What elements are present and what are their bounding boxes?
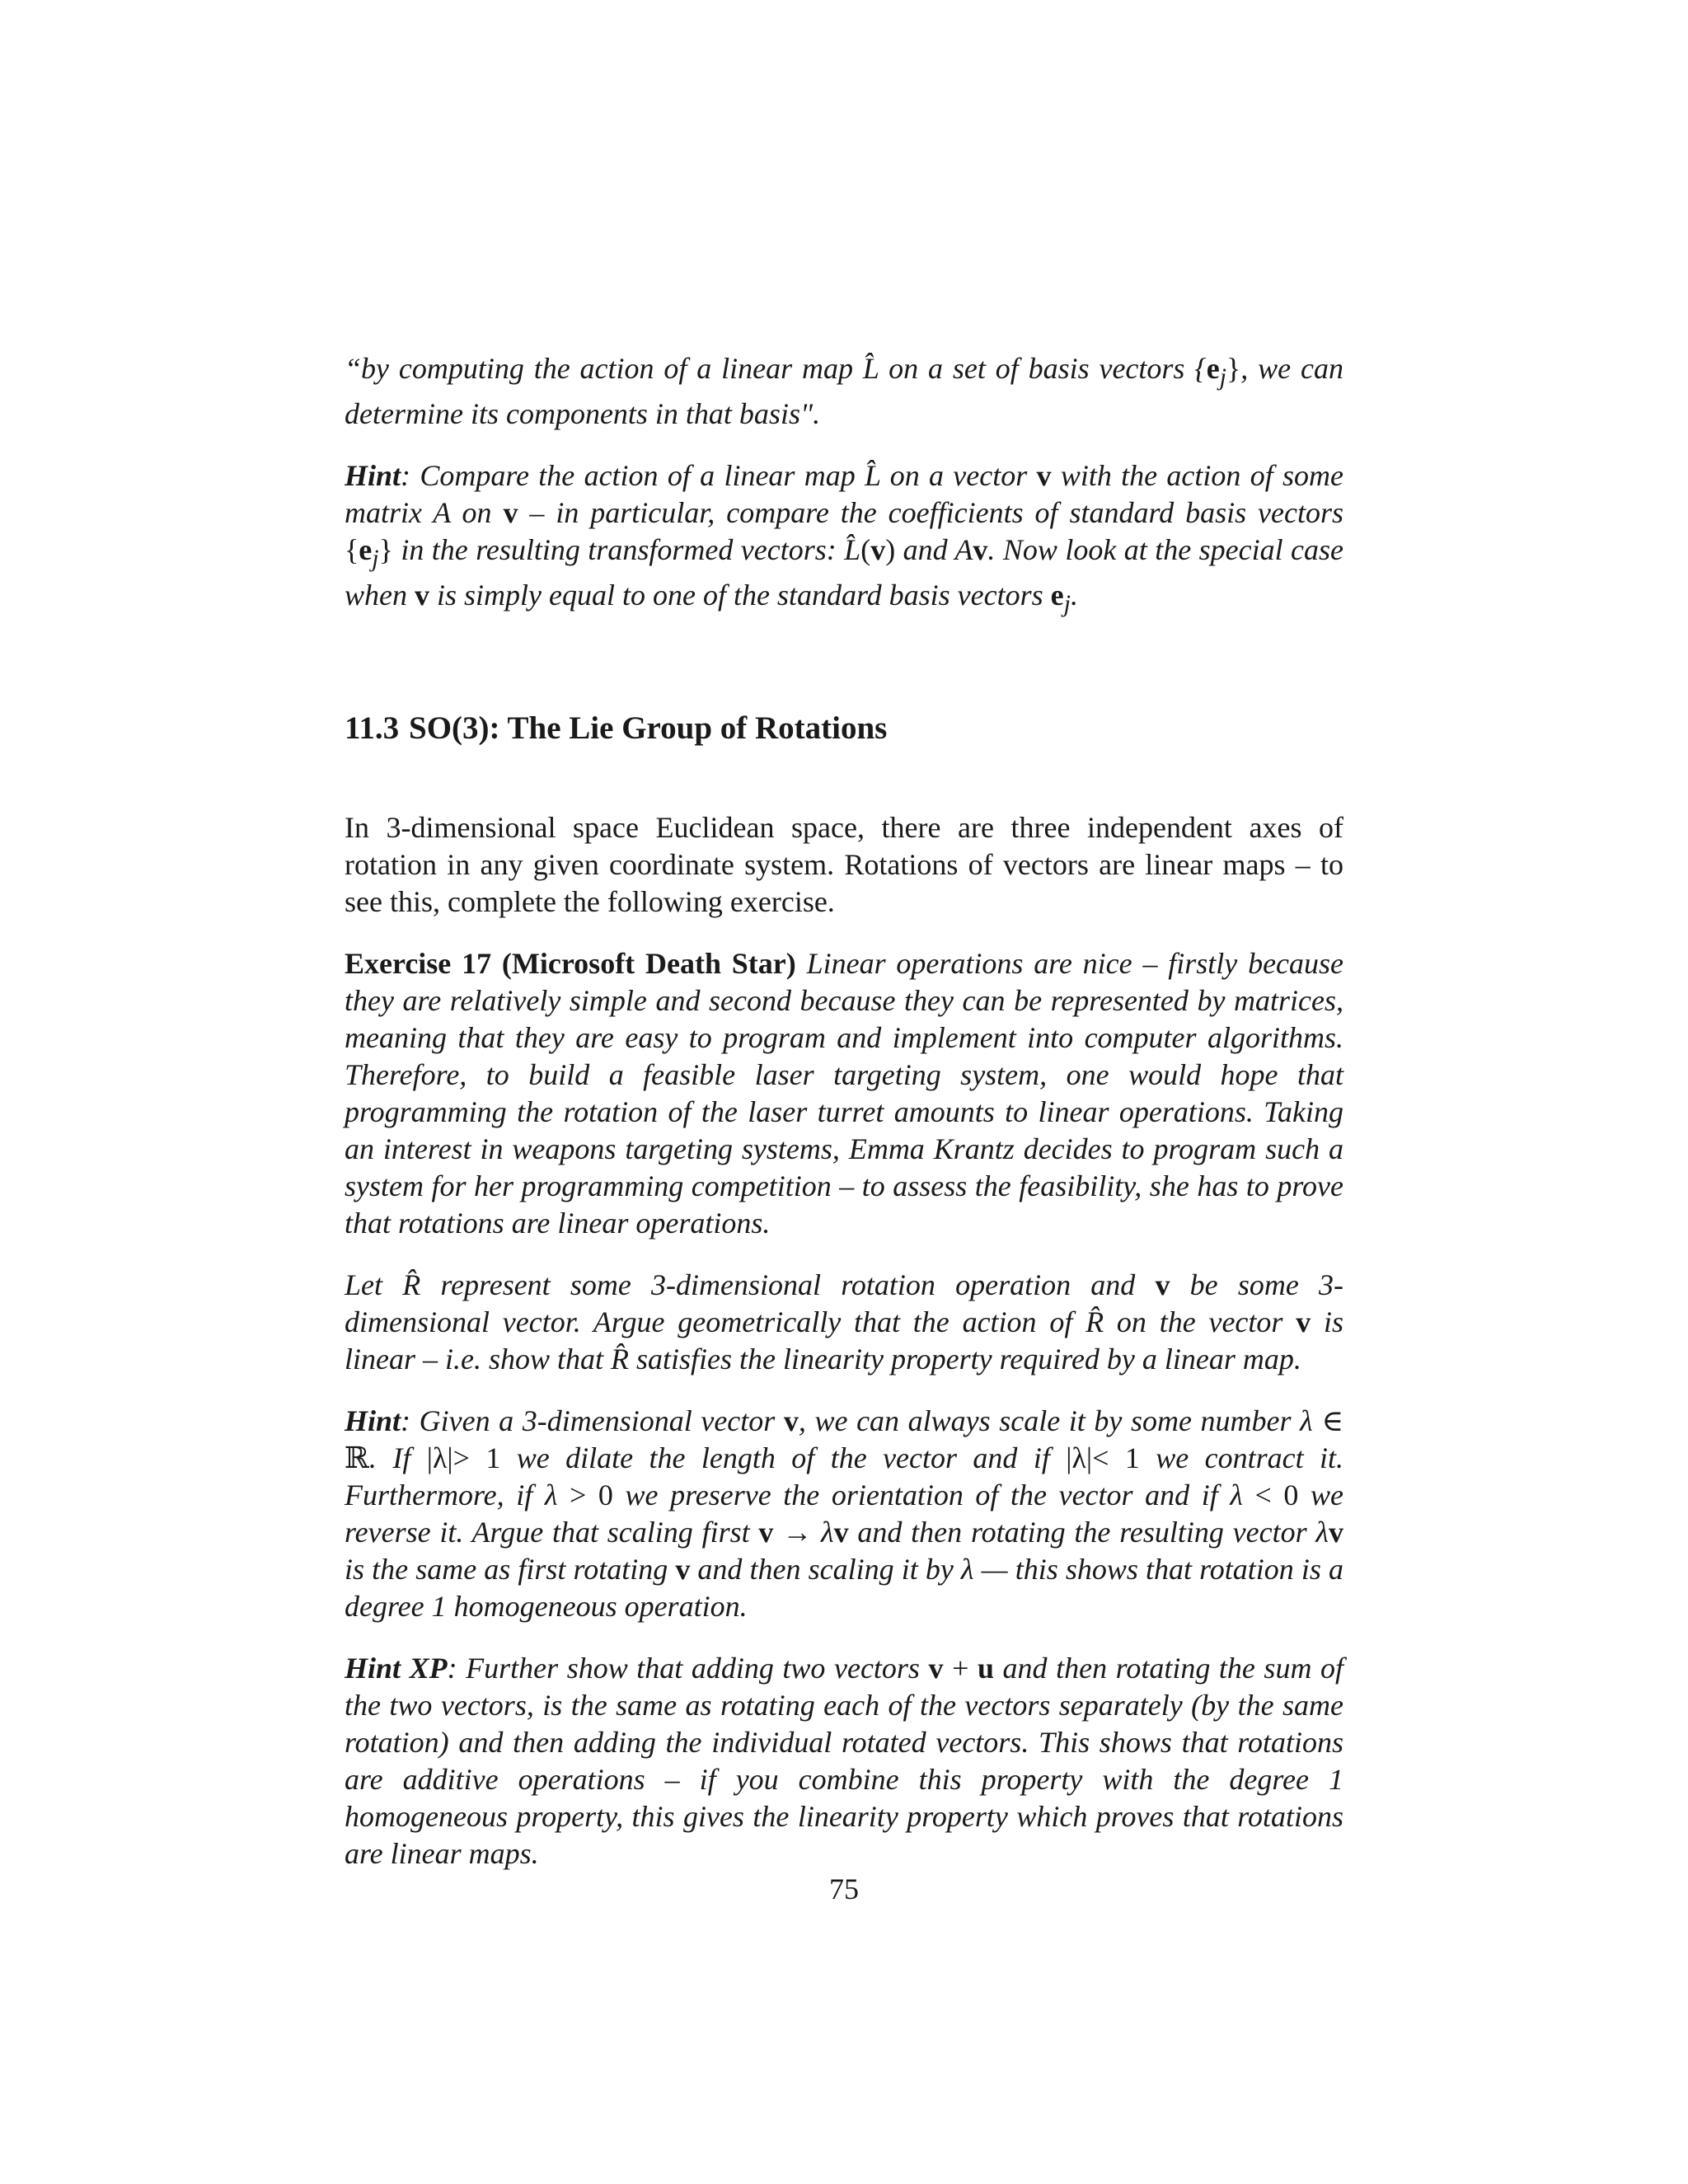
exercise-paragraph: [345, 945, 1343, 1242]
math-brace: }: [1226, 352, 1241, 385]
hint-colon: :: [447, 1651, 457, 1685]
hint-paragraph-3: [345, 1650, 1343, 1872]
rotation-text: represent some 3-dimensional rotation operation and: [420, 1268, 1156, 1301]
math-v: v: [1155, 1268, 1170, 1301]
hint-text: with the action of some matrix: [345, 459, 1343, 530]
math-abs-lambda: |λ|: [426, 1441, 453, 1474]
math-arrow: →: [773, 1515, 821, 1549]
math-lt-zero: < 0: [1242, 1478, 1299, 1511]
math-reals: ℝ: [345, 1441, 369, 1474]
math-lambda: λ: [544, 1478, 558, 1511]
hint-text: on a vector: [880, 459, 1037, 493]
section-title: SO(3): The Lie Group of Rotations: [409, 710, 888, 746]
math-v: v: [1296, 1305, 1311, 1338]
rotation-text: is linear – i.e. show that: [345, 1305, 1343, 1376]
rotation-text: be some 3-dimensional vector. Argue geometrically that the action of: [345, 1268, 1344, 1338]
quote-text: on a set of basis vectors {: [879, 352, 1207, 385]
math-paren: (: [860, 533, 871, 567]
math-e: e: [1206, 352, 1220, 385]
math-R-hat: R̂: [1085, 1305, 1104, 1338]
hint-text: in the resulting transformed vectors:: [392, 533, 845, 567]
math-A: A: [954, 533, 973, 567]
hint-text: and then rotating the sum of the two vectors, is the same as rotating each of the vectors separately (by the same rotation) and then adding the individual rotated vectors. This shows that rotations are additive operations – if you combine this property with the degree 1 homogeneous property, this gives the linearity property which proves that rotations are linear maps.: [345, 1651, 1343, 1870]
hint-text: Compare the action of a linear map: [410, 459, 865, 493]
math-lambda: λ: [960, 1552, 974, 1586]
hint-colon: :: [401, 1404, 411, 1437]
section-number: 11.3: [345, 710, 400, 746]
hint-label: Hint XP: [345, 1651, 448, 1685]
rotation-text: on the vector: [1104, 1305, 1296, 1338]
math-lambda: λ: [1300, 1404, 1313, 1437]
math-v: v: [870, 533, 886, 567]
math-L-hat: L̂: [844, 533, 861, 567]
math-gt-zero: > 0: [557, 1478, 613, 1511]
math-v: v: [1329, 1515, 1344, 1549]
page-body: [345, 350, 1343, 1897]
math-v: v: [675, 1552, 691, 1586]
hint-text: we preserve the orientation of the vector and if: [612, 1478, 1231, 1511]
exercise-body: Linear operations are nice – firstly because they are relatively simple and second because they can be represented by matrices, meaning that they are easy to program and implement into computer algorithms. Therefore, to build a feasible laser targeting system, one would hope that programming the rotation of the laser turret amounts to linear operations. Taking an interest in weapons targeting systems, Emma Krantz decides to program such a system for her programming competition – to assess the feasibility, she has to prove that rotations are linear operations.: [345, 946, 1344, 1240]
math-v: v: [1036, 459, 1052, 493]
math-j: j: [372, 545, 379, 573]
math-in: ∈: [1312, 1404, 1343, 1437]
hint-text: – in particular, compare the coefficients of standard basis vectors: [518, 496, 1343, 530]
math-L-hat: L̂: [865, 459, 881, 493]
math-R-hat: R̂: [611, 1342, 629, 1376]
math-e: e: [359, 533, 373, 567]
hint-text: is the same as first rotating: [345, 1552, 676, 1586]
hint-text: . Now look at the special case when: [345, 533, 1343, 612]
math-paren: ): [885, 533, 896, 567]
hint-text: and: [895, 533, 955, 567]
intro-paragraph: In 3-dimensional space Euclidean space, there are three independent axes of rotation in any given coordinate system. Rotations of vectors are linear maps – to see this, complete the following exercise.: [345, 810, 1343, 918]
hint-text: we dilate the length of the vector and if: [500, 1441, 1067, 1474]
hint-label: Hint: [345, 1404, 401, 1437]
hint-text: we contract it. Furthermore, if: [345, 1441, 1344, 1511]
hint-text: Further show that adding two vectors: [457, 1651, 929, 1685]
math-v: v: [928, 1651, 944, 1685]
exercise-label: Exercise 17 (Microsoft Death Star): [345, 946, 796, 980]
hint-text: — this shows that rotation is a degree 1 homogeneous operation.: [345, 1552, 1343, 1623]
math-abs-lambda: |λ|: [1066, 1441, 1093, 1474]
rotation-text: satisfies the linearity property required by a linear map.: [629, 1342, 1301, 1376]
hint-text: , we can always scale it by some number: [798, 1404, 1301, 1437]
math-A: A: [433, 496, 451, 530]
quote-text: “by computing the action of a linear map: [345, 352, 863, 385]
math-v: v: [833, 1515, 849, 1549]
hint-text: on: [450, 496, 504, 530]
math-u: u: [977, 1651, 994, 1685]
math-gt-one: > 1: [452, 1441, 501, 1474]
math-brace: {: [345, 533, 359, 567]
hint-text: .: [1070, 579, 1078, 612]
math-j: j: [1219, 363, 1227, 391]
quote-text: , we can determine its components in that basis".: [345, 352, 1343, 431]
hint-text: and then rotating the resulting vector: [848, 1515, 1316, 1549]
math-lambda: λ: [821, 1515, 834, 1549]
hint-colon: :: [401, 459, 411, 493]
math-j: j: [1063, 590, 1071, 618]
math-lt-one: < 1: [1092, 1441, 1140, 1474]
math-v: v: [758, 1515, 774, 1549]
rotation-text: Let: [345, 1268, 403, 1301]
hint-text: we reverse it. Argue that scaling first: [345, 1478, 1343, 1549]
math-v: v: [415, 579, 429, 612]
quote-paragraph: [345, 350, 1343, 433]
section-heading: [345, 709, 1343, 748]
math-L-hat: L̂: [862, 352, 879, 385]
hint-label: Hint: [345, 459, 401, 493]
math-brace: }: [378, 533, 393, 567]
rotation-paragraph: [345, 1267, 1343, 1378]
math-v: v: [503, 496, 518, 530]
hint-paragraph-1: [345, 457, 1343, 622]
math-e: e: [1050, 579, 1064, 612]
hint-text: is simply equal to one of the standard basis vectors: [429, 579, 1051, 612]
math-lambda: λ: [1230, 1478, 1243, 1511]
hint-text: and then scaling it by: [690, 1552, 961, 1586]
hint-text: Given a 3-dimensional vector: [410, 1404, 784, 1437]
math-v: v: [973, 533, 988, 567]
page-number: 75: [829, 1872, 859, 1905]
math-R-hat: R̂: [402, 1268, 421, 1301]
hint-text: . If: [368, 1441, 427, 1474]
math-plus: +: [943, 1651, 978, 1685]
math-lambda: λ: [1315, 1515, 1329, 1549]
math-v: v: [783, 1404, 799, 1437]
hint-paragraph-2: [345, 1403, 1343, 1625]
